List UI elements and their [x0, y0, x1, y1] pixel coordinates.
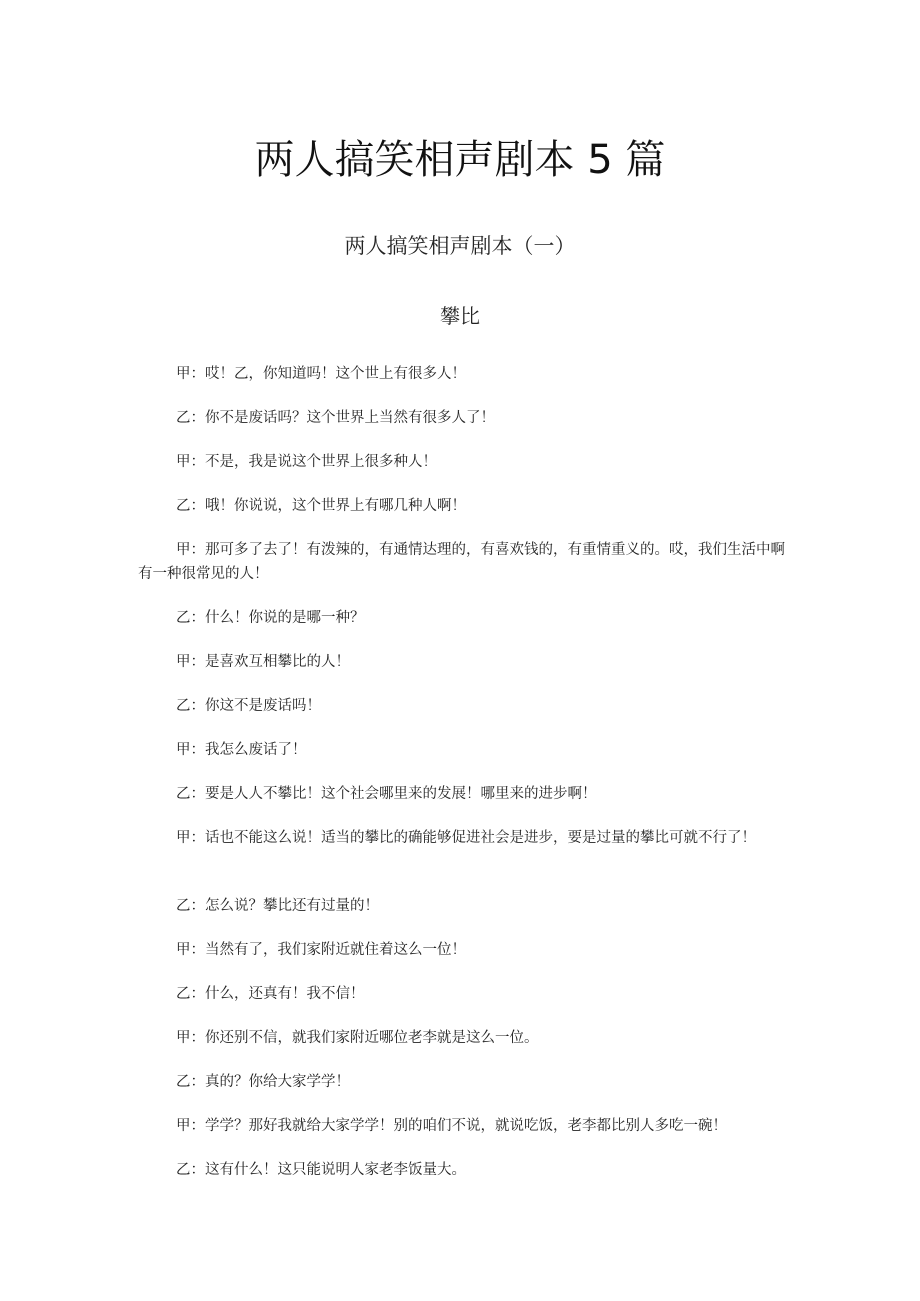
document-subtitle: 两人搞笑相声剧本（一）	[344, 234, 576, 258]
dialogue-line: 乙：要是人人不攀比！这个社会哪里来的发展！哪里来的进步啊！	[176, 786, 597, 802]
dialogue-line: 甲：学学？那好我就给大家学学！别的咱们不说，就说吃饭，老李都比别人多吃一碗！	[176, 1118, 727, 1134]
dialogue-line: 乙：什么，还真有！我不信！	[176, 986, 365, 1002]
dialogue-line: 甲：话也不能这么说！适当的攀比的确能够促进社会是进步，要是过量的攀比可就不行了！	[176, 830, 756, 846]
dialogue-line: 甲：不是，我是说这个世界上很多种人！	[176, 454, 437, 470]
dialogue-line: 甲：当然有了，我们家附近就住着这么一位！	[176, 942, 466, 958]
dialogue-line: 乙：你这不是废话吗！	[176, 698, 321, 714]
dialogue-line: 乙：什么！你说的是哪一种？	[176, 610, 365, 626]
dialogue-line: 甲：我怎么废话了！	[176, 742, 307, 758]
dialogue-line: 乙：哦！你说说，这个世界上有哪几种人啊！	[176, 498, 466, 514]
dialogue-line: 乙：真的？你给大家学学！	[176, 1074, 350, 1090]
document-title: 两人搞笑相声剧本 5 篇	[254, 137, 666, 183]
dialogue-line: 乙：你不是废话吗？这个世界上当然有很多人了！	[176, 410, 495, 426]
dialogue-line: 甲：哎！乙，你知道吗！这个世上有很多人！	[176, 366, 466, 382]
dialogue-line: 甲：那可多了去了！有泼辣的，有通情达理的，有喜欢钱的，有重情重义的。哎，我们生活中啊有一种很常见的人！	[138, 542, 785, 582]
dialogue-line: 甲：你还别不信，就我们家附近哪位老李就是这么一位。	[176, 1030, 539, 1046]
dialogue-line: 甲：是喜欢互相攀比的人！	[176, 654, 350, 670]
dialogue-line: 乙：这有什么！这只能说明人家老李饭量大。	[176, 1162, 466, 1178]
section-title: 攀比	[440, 304, 480, 328]
dialogue-line: 乙：怎么说？攀比还有过量的！	[176, 898, 379, 914]
